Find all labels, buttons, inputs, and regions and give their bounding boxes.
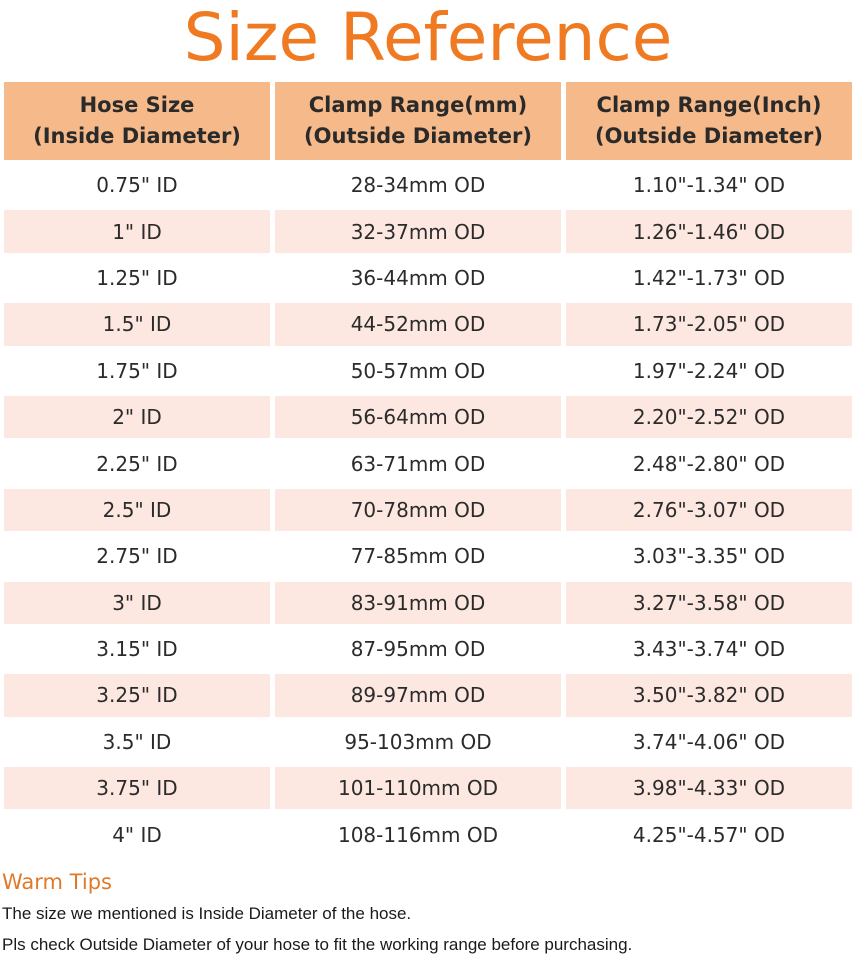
clamp-range-mm-cell: 32-37mm OD bbox=[275, 210, 561, 252]
table-row bbox=[4, 210, 852, 252]
hose-size-cell: 1.25" ID bbox=[96, 265, 178, 290]
table-row bbox=[4, 164, 852, 206]
clamp-range-mm-cell: 70-78mm OD bbox=[275, 489, 561, 531]
header-hose-size-line2: (Inside Diameter) bbox=[33, 124, 241, 148]
header-clamp-range-inch-line1: Clamp Range(Inch) bbox=[596, 93, 822, 117]
table-body bbox=[4, 164, 852, 856]
table-row bbox=[4, 628, 852, 670]
header-clamp-range-inch bbox=[566, 82, 852, 160]
hose-size-cell: 3.5" ID bbox=[102, 729, 172, 754]
table-header-row bbox=[4, 82, 852, 160]
clamp-range-inch-cell: 1.97"-2.24" OD bbox=[632, 358, 786, 383]
clamp-range-mm-cell: 108-116mm OD bbox=[337, 822, 499, 847]
table-row bbox=[4, 442, 852, 484]
clamp-range-mm-cell: 36-44mm OD bbox=[350, 265, 486, 290]
clamp-range-mm-cell: 95-103mm OD bbox=[344, 729, 492, 754]
size-table bbox=[4, 82, 852, 860]
table-row bbox=[4, 303, 852, 345]
header-hose-size bbox=[4, 82, 270, 160]
warm-tips-line: Pls check Outside Diameter of your hose to fit the working range before purchasing. bbox=[2, 935, 633, 954]
warm-tips-line: The size we mentioned is Inside Diameter of the hose. bbox=[2, 904, 412, 923]
clamp-range-inch-cell: 1.26"-1.46" OD bbox=[566, 210, 852, 252]
hose-size-cell: 2" ID bbox=[4, 396, 270, 438]
clamp-range-inch-cell: 3.74"-4.06" OD bbox=[632, 729, 786, 754]
table-row bbox=[4, 582, 852, 624]
table-row bbox=[4, 535, 852, 577]
header-clamp-range-mm-line2: (Outside Diameter) bbox=[304, 124, 532, 148]
hose-size-cell: 2.5" ID bbox=[4, 489, 270, 531]
table-row bbox=[4, 767, 852, 809]
clamp-range-mm-cell: 44-52mm OD bbox=[275, 303, 561, 345]
clamp-range-inch-cell: 3.50"-3.82" OD bbox=[566, 674, 852, 716]
clamp-range-inch-cell: 2.76"-3.07" OD bbox=[566, 489, 852, 531]
table-row bbox=[4, 350, 852, 392]
hose-size-cell: 3" ID bbox=[4, 582, 270, 624]
hose-size-cell: 2.25" ID bbox=[96, 451, 178, 476]
header-clamp-range-mm bbox=[275, 82, 561, 160]
clamp-range-inch-cell: 3.98"-4.33" OD bbox=[566, 767, 852, 809]
header-hose-size-line1: Hose Size bbox=[79, 93, 195, 117]
clamp-range-mm-cell: 87-95mm OD bbox=[350, 637, 486, 662]
clamp-range-inch-cell: 3.27"-3.58" OD bbox=[566, 582, 852, 624]
hose-size-cell: 1.5" ID bbox=[4, 303, 270, 345]
clamp-range-mm-cell: 56-64mm OD bbox=[275, 396, 561, 438]
table-row bbox=[4, 813, 852, 855]
table-row bbox=[4, 489, 852, 531]
clamp-range-mm-cell: 77-85mm OD bbox=[350, 544, 486, 569]
header-clamp-range-mm-line1: Clamp Range(mm) bbox=[308, 93, 528, 117]
hose-size-cell: 0.75" ID bbox=[96, 173, 178, 198]
clamp-range-inch-cell: 1.42"-1.73" OD bbox=[632, 265, 786, 290]
clamp-range-mm-cell: 63-71mm OD bbox=[350, 451, 486, 476]
clamp-range-inch-cell: 2.20"-2.52" OD bbox=[566, 396, 852, 438]
hose-size-cell: 3.15" ID bbox=[96, 637, 178, 662]
hose-size-cell: 3.25" ID bbox=[4, 674, 270, 716]
clamp-range-mm-cell: 50-57mm OD bbox=[350, 358, 486, 383]
page-title: Size Reference bbox=[183, 0, 673, 76]
clamp-range-inch-cell: 3.03"-3.35" OD bbox=[632, 544, 786, 569]
hose-size-cell: 2.75" ID bbox=[96, 544, 178, 569]
clamp-range-mm-cell: 28-34mm OD bbox=[350, 173, 486, 198]
clamp-range-inch-cell: 4.25"-4.57" OD bbox=[632, 822, 786, 847]
clamp-range-mm-cell: 101-110mm OD bbox=[275, 767, 561, 809]
table-row bbox=[4, 674, 852, 716]
hose-size-cell: 1" ID bbox=[4, 210, 270, 252]
header-clamp-range-inch-line2: (Outside Diameter) bbox=[595, 124, 823, 148]
clamp-range-inch-cell: 2.48"-2.80" OD bbox=[632, 451, 786, 476]
hose-size-cell: 1.75" ID bbox=[96, 358, 178, 383]
warm-tips bbox=[2, 866, 854, 960]
table-row bbox=[4, 721, 852, 763]
clamp-range-inch-cell: 3.43"-3.74" OD bbox=[632, 637, 786, 662]
clamp-range-inch-cell: 1.73"-2.05" OD bbox=[566, 303, 852, 345]
clamp-range-mm-cell: 89-97mm OD bbox=[275, 674, 561, 716]
table-row bbox=[4, 396, 852, 438]
hose-size-cell: 3.75" ID bbox=[4, 767, 270, 809]
table-row bbox=[4, 257, 852, 299]
warm-tips-heading: Warm Tips bbox=[2, 870, 112, 894]
clamp-range-mm-cell: 83-91mm OD bbox=[275, 582, 561, 624]
hose-size-cell: 4" ID bbox=[112, 822, 162, 847]
clamp-range-inch-cell: 1.10"-1.34" OD bbox=[632, 173, 786, 198]
